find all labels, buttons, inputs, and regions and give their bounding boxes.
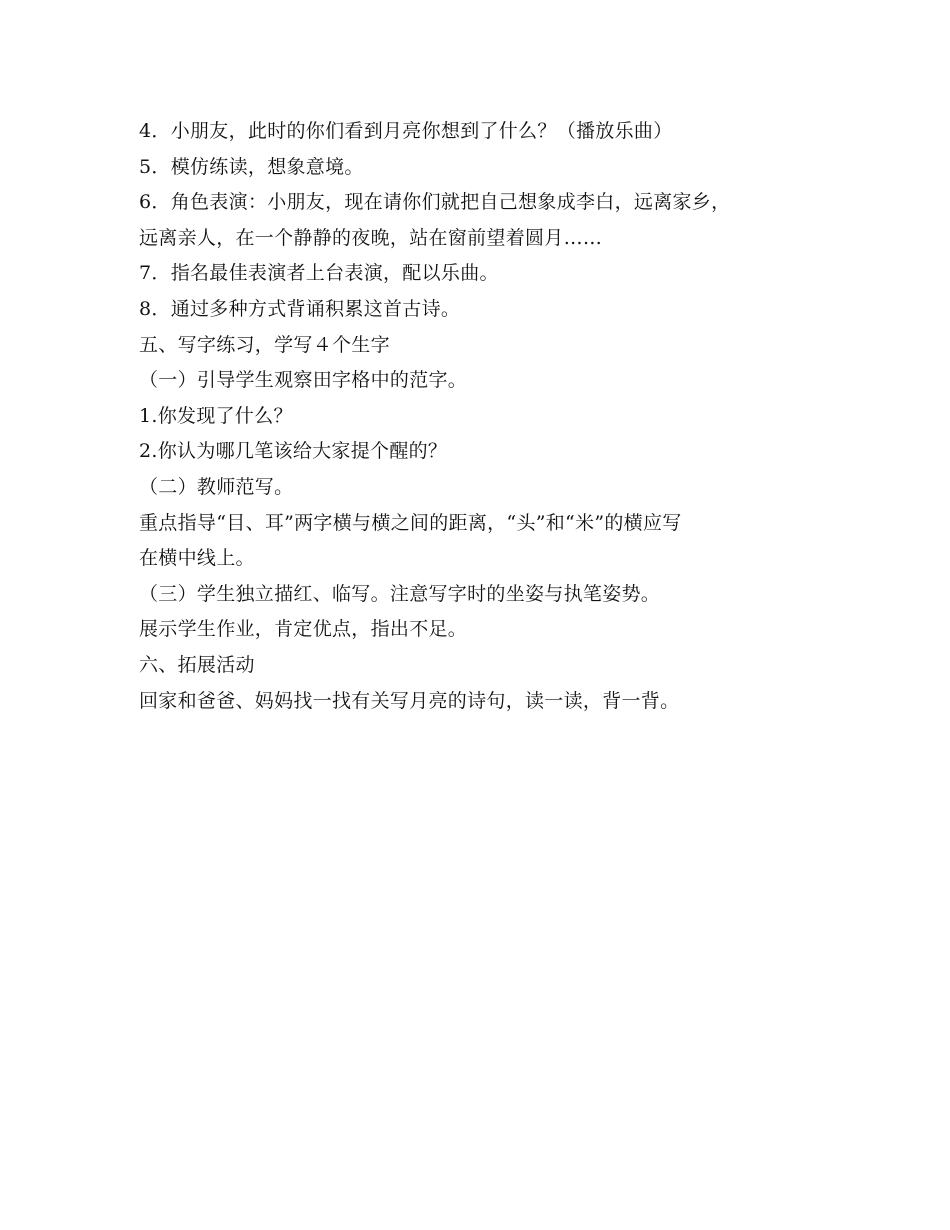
text-line: 4．小朋友，此时的你们看到月亮你想到了什么？（播放乐曲） bbox=[139, 120, 673, 142]
subsection-heading: （二）教师范写。 bbox=[139, 475, 294, 498]
text-line: 远离亲人，在一个静静的夜晚，站在窗前望着圆月…… bbox=[139, 226, 603, 249]
text-line: 在横中线上。 bbox=[139, 547, 255, 570]
document-body bbox=[139, 114, 819, 719]
section-heading: 五、写字练习，学写４个生字 bbox=[139, 333, 390, 356]
text-line: 重点指导“目、耳”两字横与横之间的距离，“头”和“米”的横应写 bbox=[139, 511, 682, 534]
subsection-heading: （三）学生独立描红、临写。注意写字时的坐姿与执笔姿势。 bbox=[139, 582, 661, 605]
text-line: 6．角色表演：小朋友，现在请你们就把自己想象成李白，远离家乡， bbox=[139, 191, 731, 214]
text-line: 7．指名最佳表演者上台表演，配以乐曲。 bbox=[139, 262, 499, 285]
text-line: 5．模仿练读，想象意境。 bbox=[139, 155, 364, 178]
text-line: 回家和爸爸、妈妈找一找有关写月亮的诗句，读一读，背一背。 bbox=[139, 689, 680, 712]
subsection-heading: （一）引导学生观察田字格中的范字。 bbox=[139, 369, 468, 392]
section-heading: 六、拓展活动 bbox=[139, 653, 255, 676]
text-line: 1.你发现了什么？ bbox=[139, 404, 293, 427]
text-line: 8．通过多种方式背诵积累这首古诗。 bbox=[139, 297, 461, 320]
text-line: 展示学生作业，肯定优点，指出不足。 bbox=[139, 618, 468, 641]
text-line: 2.你认为哪几笔该给大家提个醒的？ bbox=[139, 440, 448, 463]
